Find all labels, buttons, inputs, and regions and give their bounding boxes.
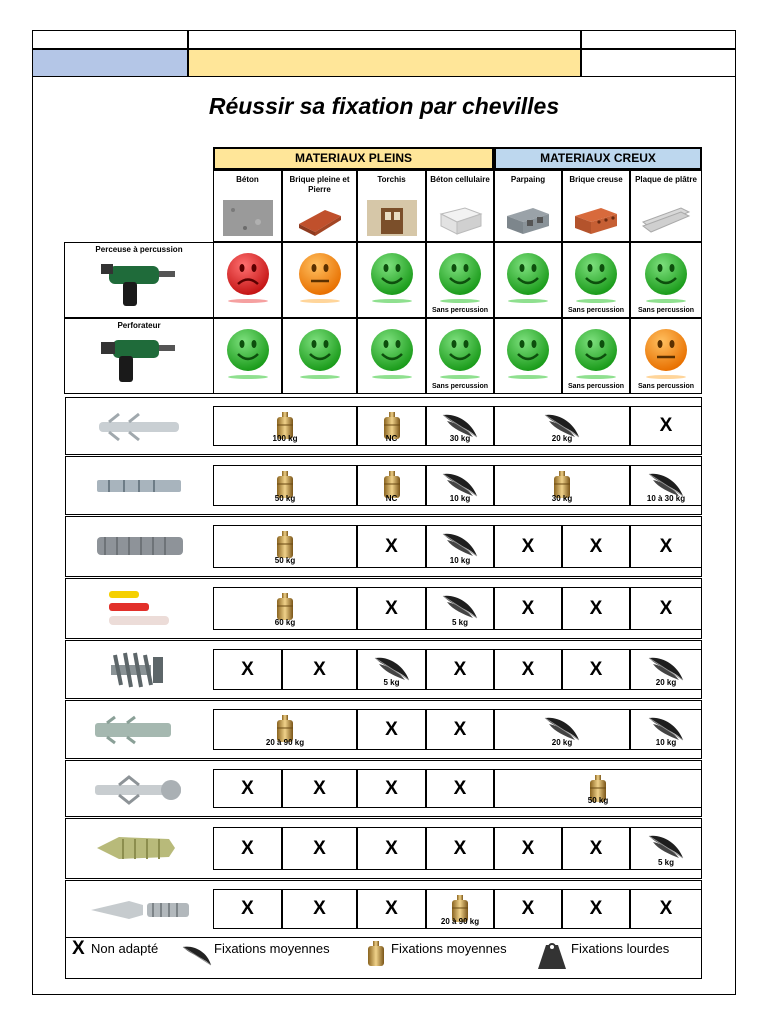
not-suitable-mark: X	[385, 778, 398, 799]
anchor-wings-icon	[84, 408, 194, 446]
fixation-cell	[494, 465, 630, 506]
not-suitable-mark: X	[385, 719, 398, 740]
happy-face-icon	[643, 251, 689, 297]
fixation-cell	[562, 525, 630, 568]
face-shadow	[508, 375, 548, 379]
not-suitable-mark: X	[589, 838, 603, 859]
rating-cell	[494, 242, 562, 318]
not-suitable-mark: X	[385, 598, 398, 619]
sans-percussion-note: Sans percussion	[431, 383, 489, 390]
material-header-2	[282, 170, 357, 242]
anchor-image-cell	[65, 889, 213, 929]
fixation-cell	[357, 406, 426, 446]
face-shadow	[300, 375, 340, 379]
header-cell-3	[581, 30, 736, 49]
load-label: 50 kg	[274, 494, 296, 503]
tool-cell	[64, 318, 214, 394]
group-header-pleins: MATERIAUX PLEINS	[213, 147, 494, 170]
fixation-cell	[357, 465, 426, 506]
load-label: NC	[385, 434, 398, 443]
fixation-cell	[630, 649, 702, 690]
sans-percussion-note: Sans percussion	[431, 307, 489, 314]
fixation-cell	[357, 769, 426, 808]
not-suitable-mark: X	[521, 536, 535, 557]
fixation-cell	[630, 889, 702, 929]
fixation-cell	[494, 649, 562, 690]
anchor-image-cell	[65, 769, 213, 808]
load-label: 10 kg	[449, 494, 471, 503]
feather-icon	[181, 943, 213, 967]
load-label: 10 kg	[449, 556, 471, 565]
not-suitable-mark: X	[453, 659, 467, 680]
fixation-cell	[494, 889, 562, 929]
brass-weight-icon	[366, 940, 386, 968]
happy-face-icon	[573, 251, 619, 297]
anchor-colored-icon	[84, 589, 194, 627]
rating-cell	[630, 318, 702, 394]
rating-cell	[357, 318, 426, 394]
not-suitable-mark: X	[385, 536, 398, 557]
material-header-3	[357, 170, 426, 242]
header-yellow-bar	[188, 49, 581, 77]
anchor-image-cell	[65, 827, 213, 870]
load-label: 20 kg	[551, 434, 573, 443]
legend-heavy-label: Fixations lourdes	[571, 941, 670, 956]
fixation-cell	[282, 649, 357, 690]
rating-cell	[630, 242, 702, 318]
face-shadow	[646, 375, 686, 379]
fixation-cell	[357, 827, 426, 870]
legend-feather-label: Fixations moyennes	[214, 941, 330, 956]
face-shadow	[372, 299, 412, 303]
not-suitable-mark: X	[659, 898, 673, 919]
fixation-cell	[357, 525, 426, 568]
header-cell-1	[32, 30, 188, 49]
legend-weight-label: Fixations moyennes	[391, 941, 507, 956]
happy-face-icon	[437, 327, 483, 373]
happy-face-icon	[369, 251, 415, 297]
not-suitable-mark: X	[453, 719, 467, 740]
not-suitable-mark: X	[241, 659, 254, 680]
fixation-cell	[213, 465, 357, 506]
anchor-image-cell	[65, 465, 213, 506]
not-suitable-mark: X	[313, 898, 326, 919]
not-suitable-mark: X	[453, 838, 467, 859]
rating-cell	[213, 318, 282, 394]
tool-label: Perceuse à percussion	[95, 245, 183, 254]
anchor-image-cell	[65, 406, 213, 446]
feather-icon	[441, 530, 479, 558]
load-label: 10 à 30 kg	[646, 494, 686, 503]
tool-label: Perforateur	[117, 321, 161, 330]
header-white-bar	[581, 49, 736, 77]
anchor-molly-icon	[84, 771, 194, 809]
not-suitable-mark: X	[521, 838, 535, 859]
rating-cell	[494, 318, 562, 394]
not-suitable-mark: X	[241, 898, 254, 919]
not-suitable-mark: X	[589, 898, 603, 919]
material-header-1	[213, 170, 282, 242]
fixation-cell	[562, 827, 630, 870]
not-suitable-mark: X	[241, 838, 254, 859]
fixation-cell	[213, 889, 282, 929]
fixation-cell	[357, 587, 426, 630]
material-label: Torchis	[377, 175, 406, 184]
material-header-6	[562, 170, 630, 242]
face-shadow	[300, 299, 340, 303]
happy-face-icon	[225, 327, 271, 373]
face-shadow	[440, 299, 480, 303]
load-label: 60 kg	[274, 618, 296, 627]
rating-cell	[562, 242, 630, 318]
load-label: 50 kg	[587, 796, 609, 805]
fixation-cell	[213, 406, 357, 446]
sad-face-icon	[225, 251, 271, 297]
anchor-plug-icon	[84, 829, 194, 867]
group-header-creux: MATERIAUX CREUX	[494, 147, 702, 170]
feather-icon	[647, 832, 685, 860]
not-suitable-mark: X	[521, 659, 535, 680]
face-shadow	[576, 375, 616, 379]
happy-face-icon	[437, 251, 483, 297]
load-label: 5 kg	[383, 678, 400, 687]
fixation-cell	[357, 889, 426, 929]
load-label: 20 kg	[551, 738, 573, 747]
sans-percussion-note: Sans percussion	[637, 383, 695, 390]
material-image	[641, 200, 691, 236]
tool-cell	[64, 242, 214, 318]
fixation-cell	[494, 769, 702, 808]
not-suitable-mark: X	[521, 898, 535, 919]
load-label: 50 kg	[274, 556, 296, 565]
rating-cell	[426, 242, 494, 318]
not-suitable-mark: X	[313, 659, 326, 680]
material-header-7	[630, 170, 702, 242]
material-label: Béton	[236, 175, 259, 184]
fixation-cell	[213, 827, 282, 870]
rating-cell	[282, 318, 357, 394]
load-label: 20 à 90 kg	[440, 917, 480, 926]
face-shadow	[576, 299, 616, 303]
legend-x-label: Non adapté	[91, 941, 159, 956]
fixation-cell	[426, 827, 494, 870]
anchor-screw-icon	[84, 651, 194, 689]
fixation-cell	[494, 525, 562, 568]
sans-percussion-note: Sans percussion	[637, 307, 695, 314]
fixation-cell	[282, 889, 357, 929]
fixation-cell	[282, 827, 357, 870]
neutral-face-icon	[297, 251, 343, 297]
happy-face-icon	[505, 251, 551, 297]
load-label: 5 kg	[657, 858, 674, 867]
fixation-cell	[562, 649, 630, 690]
material-image	[503, 200, 553, 236]
legend	[65, 937, 702, 979]
happy-face-icon	[573, 327, 619, 373]
material-image	[367, 200, 417, 236]
anchor-image-cell	[65, 709, 213, 750]
header-cell-2	[188, 30, 581, 49]
fixation-cell	[494, 827, 562, 870]
rating-cell	[213, 242, 282, 318]
drill-icon	[99, 332, 179, 386]
anchor-image-cell	[65, 587, 213, 630]
feather-icon	[441, 592, 479, 620]
material-image	[435, 200, 485, 236]
material-image	[295, 200, 345, 236]
page-title: Réussir sa fixation par chevilles	[208, 93, 560, 119]
heavy-weight-icon	[536, 941, 568, 973]
material-label: Parpaing	[510, 175, 546, 184]
anchor-image-cell	[65, 525, 213, 568]
material-header-5	[494, 170, 562, 242]
sans-percussion-note: Sans percussion	[567, 307, 625, 314]
material-header-4	[426, 170, 494, 242]
fixation-cell	[562, 889, 630, 929]
load-label: 10 kg	[655, 738, 677, 747]
load-label: 30 kg	[551, 494, 573, 503]
sans-percussion-note: Sans percussion	[567, 383, 625, 390]
load-label: 20 à 90 kg	[265, 738, 305, 747]
face-shadow	[228, 299, 268, 303]
load-label: NC	[385, 494, 398, 503]
not-suitable-mark: X	[521, 598, 535, 619]
fixation-cell	[213, 769, 282, 808]
not-suitable-mark: X	[313, 838, 326, 859]
fixation-cell	[213, 587, 357, 630]
load-label: 20 kg	[655, 678, 677, 687]
material-label: Plaque de plâtre	[635, 175, 697, 184]
fixation-cell	[426, 406, 494, 446]
happy-face-icon	[505, 327, 551, 373]
neutral-face-icon	[643, 327, 689, 373]
fixation-cell	[630, 406, 702, 446]
rating-cell	[426, 318, 494, 394]
fixation-cell	[357, 649, 426, 690]
fixation-cell	[282, 769, 357, 808]
not-suitable-mark: X	[659, 536, 673, 557]
face-shadow	[646, 299, 686, 303]
fixation-cell	[494, 587, 562, 630]
fixation-cell	[426, 525, 494, 568]
fixation-cell	[630, 709, 702, 750]
not-suitable-mark: X	[385, 838, 398, 859]
not-suitable-mark: X	[659, 598, 673, 619]
happy-face-icon	[369, 327, 415, 373]
fixation-cell	[426, 709, 494, 750]
load-label: 100 kg	[272, 434, 298, 443]
fixation-cell	[630, 525, 702, 568]
face-shadow	[440, 375, 480, 379]
not-suitable-mark: X	[589, 659, 603, 680]
fixation-cell	[213, 709, 357, 750]
legend-x-symbol: X	[72, 938, 85, 959]
fixation-cell	[630, 587, 702, 630]
material-label: Brique creuse	[569, 175, 623, 184]
fixation-cell	[426, 587, 494, 630]
not-suitable-mark: X	[453, 778, 467, 799]
face-shadow	[508, 299, 548, 303]
material-image	[223, 200, 273, 236]
not-suitable-mark: X	[589, 598, 603, 619]
rating-cell	[562, 318, 630, 394]
fixation-cell	[494, 406, 630, 446]
fixation-cell	[494, 709, 630, 750]
fixation-cell	[562, 587, 630, 630]
fixation-cell	[426, 649, 494, 690]
load-label: 30 kg	[449, 434, 471, 443]
drill-icon	[99, 256, 179, 310]
anchor-image-cell	[65, 649, 213, 690]
not-suitable-mark: X	[385, 898, 398, 919]
fixation-cell	[426, 465, 494, 506]
fixation-cell	[213, 525, 357, 568]
fixation-cell	[357, 709, 426, 750]
not-suitable-mark: X	[241, 778, 254, 799]
fixation-cell	[213, 649, 282, 690]
fixation-cell	[426, 889, 494, 929]
not-suitable-mark: X	[313, 778, 326, 799]
fixation-cell	[426, 769, 494, 808]
header-blue-bar	[32, 49, 188, 77]
not-suitable-mark: X	[589, 536, 603, 557]
anchor-cellular-icon	[84, 891, 194, 929]
material-image	[571, 200, 621, 236]
rating-cell	[282, 242, 357, 318]
material-label: Brique pleine et Pierre	[289, 175, 350, 194]
face-shadow	[372, 375, 412, 379]
load-label: 5 kg	[451, 618, 468, 627]
anchor-grey-icon	[84, 527, 194, 565]
not-suitable-mark: X	[659, 415, 673, 436]
material-label: Béton cellulaire	[430, 175, 490, 184]
face-shadow	[228, 375, 268, 379]
rating-cell	[357, 242, 426, 318]
happy-face-icon	[297, 327, 343, 373]
fixation-cell	[630, 827, 702, 870]
anchor-nylon-icon	[84, 711, 194, 749]
anchor-metal-icon	[84, 467, 194, 505]
fixation-cell	[630, 465, 702, 506]
